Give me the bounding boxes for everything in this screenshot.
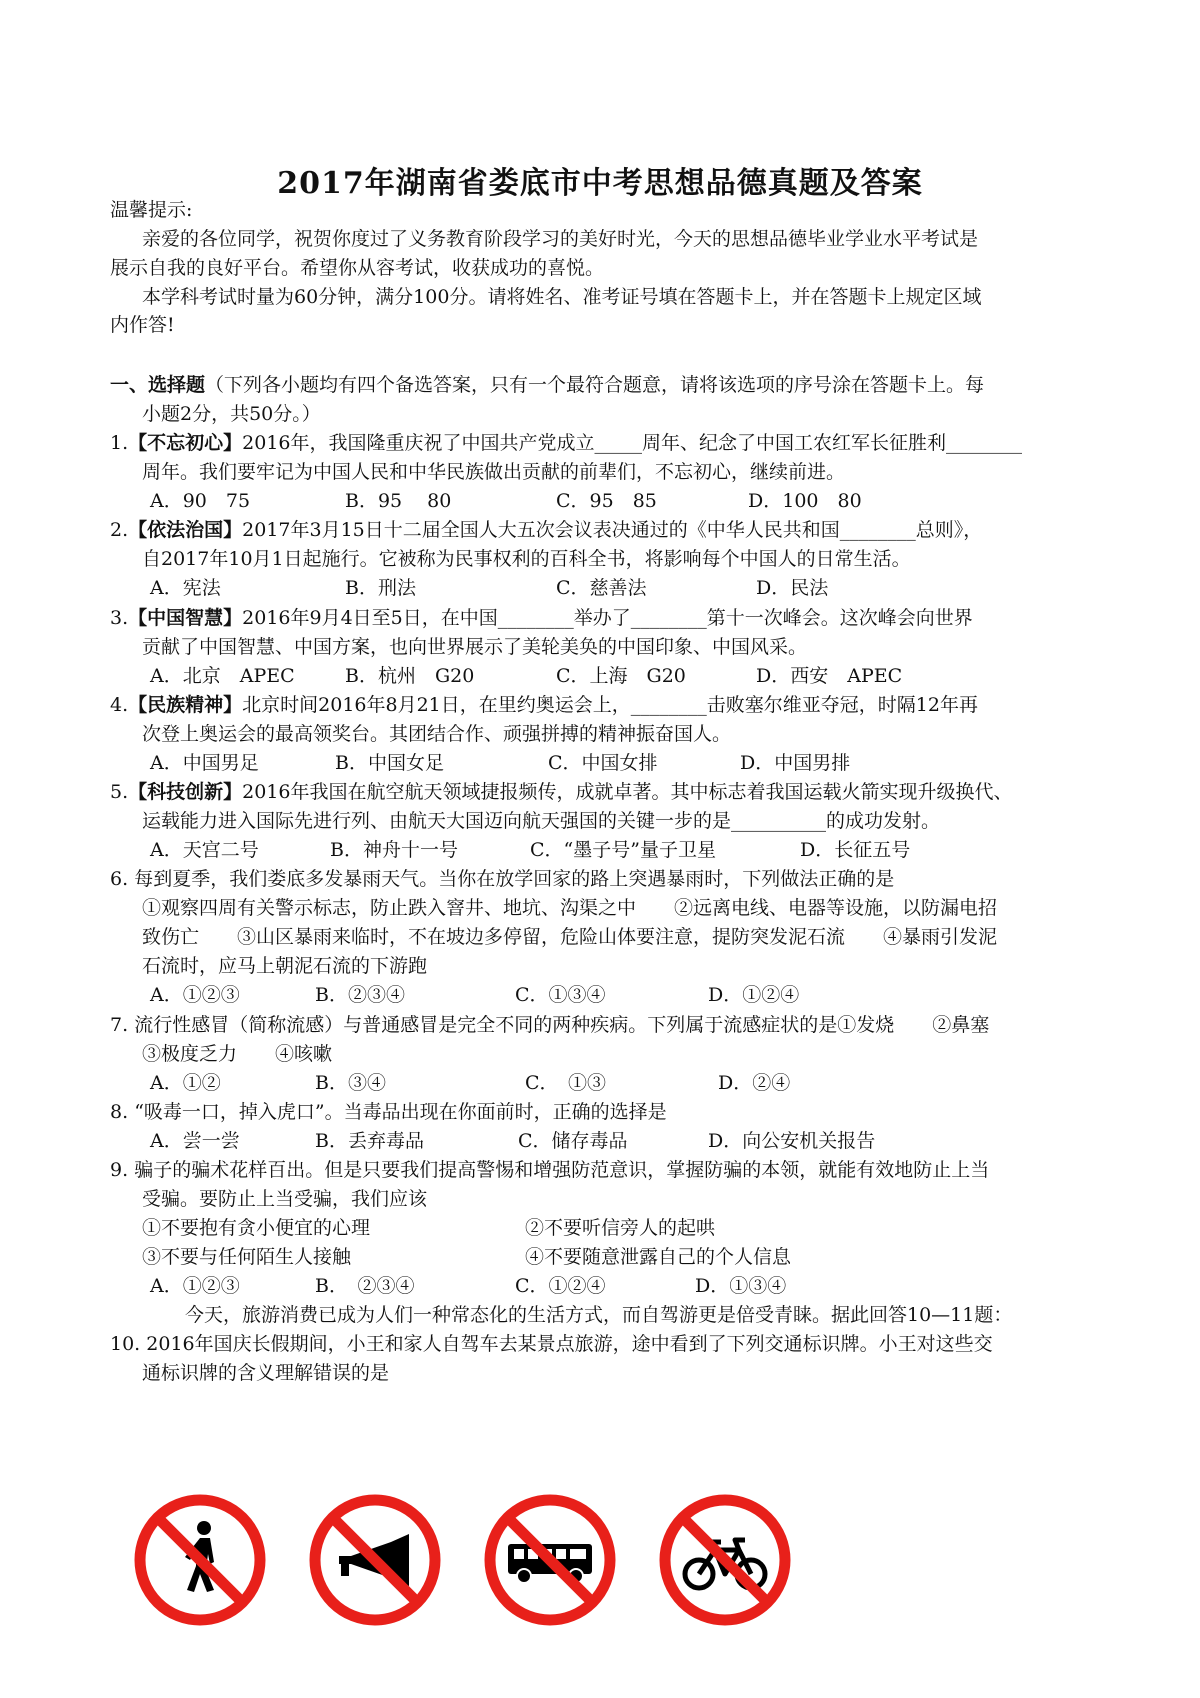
option-a[interactable]: A．北京 APEC [150, 665, 295, 687]
option-c[interactable]: C．储存毒品 [518, 1130, 628, 1152]
option-a[interactable]: A．①②③ [150, 1275, 240, 1297]
question-text: 运载能力进入国际先进行列、由航天大国迈向航天强国的关键一步的是__________的成功发射。 [142, 810, 941, 832]
option-b[interactable]: B．刑法 [345, 577, 416, 599]
option-b[interactable]: B．中国女足 [335, 752, 444, 774]
tips-line: 本学科考试时量为60分钟，满分100分。请将姓名、准考证号填在答题卡上，并在答题卡上规定区域 [142, 286, 982, 308]
option-d[interactable]: D．①③④ [695, 1275, 787, 1297]
question-text: 2017年3月15日十二届全国人大五次会议表决通过的《中华人民共和国________总则》， [242, 519, 983, 541]
question-number: 5. [110, 781, 129, 803]
question-text: 自2017年10月1日起施行。它被称为民事权利的百科全书，将影响每个中国人的日常生活。 [142, 548, 911, 570]
question-number: 10. [110, 1333, 141, 1355]
question-text: 石流时，应马上朝泥石流的下游跑 [142, 955, 428, 977]
option-b[interactable]: B． ②③④ [315, 1275, 415, 1297]
question-tag: 【科技创新】 [128, 781, 243, 803]
sub-item: ①不要抱有贪小便宜的心理 [142, 1217, 371, 1239]
question-2 [110, 518, 982, 542]
section-desc-2: 小题2分，共50分。） [142, 403, 321, 425]
option-b[interactable]: B．③④ [315, 1072, 386, 1094]
question-number: 1. [110, 432, 129, 454]
question-number: 6. [110, 868, 129, 890]
option-c[interactable]: C．①③④ [515, 984, 606, 1006]
question-text: 次登上奥运会的最高领奖台。其团结合作、顽强拼搏的精神振奋国人。 [142, 723, 732, 745]
section-desc: （下列各小题均有四个备选答案，只有一个最符合题意，请将该选项的序号涂在答题卡上。每 [205, 374, 985, 396]
sub-item: ④不要随意泄露自己的个人信息 [525, 1246, 792, 1268]
option-a[interactable]: A．①②③ [150, 984, 240, 1006]
question-text: 骗子的骗术花样百出。但是只要我们提高警惕和增强防范意识，掌握防骗的本领，就能有效地防止上当 [134, 1159, 990, 1181]
question-1 [110, 431, 1022, 455]
question-text: 致伤亡 ③山区暴雨来临时，不在坡边多停留，危险山体要注意，提防突发泥石流 ④暴雨引发泥 [142, 926, 998, 948]
option-a[interactable]: A．天宫二号 [150, 839, 259, 861]
question-text: ①观察四周有关警示标志，防止跌入窨井、地坑、沟渠之中 ②远离电线、电器等设施，以防漏电招 [142, 897, 998, 919]
question-5 [110, 780, 1013, 804]
option-c[interactable]: C．95 85 [556, 490, 657, 512]
option-d[interactable]: D．①②④ [708, 984, 800, 1006]
option-c[interactable]: C．中国女排 [548, 752, 658, 774]
tips-line: 内作答! [110, 314, 175, 336]
option-d[interactable]: D．民法 [756, 577, 829, 599]
question-number: 2. [110, 519, 129, 541]
question-text: 2016年我国在航空航天领域捷报频传，成就卓著。其中标志着我国运载火箭实现升级换代、 [242, 781, 1013, 803]
question-tag: 【依法治国】 [128, 519, 243, 541]
question-6 [110, 867, 894, 891]
question-text: 北京时间2016年8月21日，在里约奥运会上，________击败塞尔维亚夺冠，时隔12年再 [242, 694, 978, 716]
no-bicycle-icon [655, 1490, 795, 1630]
question-text: 每到夏季，我们娄底多发暴雨天气。当你在放学回家的路上突遇暴雨时，下列做法正确的是 [134, 868, 895, 890]
option-a[interactable]: A．中国男足 [150, 752, 259, 774]
question-tag: 【民族精神】 [128, 694, 243, 716]
question-number: 9. [110, 1159, 129, 1181]
option-a[interactable]: A．90 75 [150, 490, 251, 512]
option-c[interactable]: C．慈善法 [556, 577, 647, 599]
question-text: ③极度乏力 ④咳嗽 [142, 1043, 333, 1065]
option-d[interactable]: D．向公安机关报告 [708, 1130, 876, 1152]
question-number: 4. [110, 694, 129, 716]
question-7 [110, 1013, 989, 1037]
question-text: 2016年9月4日至5日，在中国________举办了________第十一次峰会。这次峰会向世界 [242, 607, 973, 629]
option-a[interactable]: A．宪法 [150, 577, 221, 599]
question-text: “吸毒一口，掉入虎口”。当毒品出现在你面前时，正确的选择是 [134, 1101, 667, 1123]
question-number: 3. [110, 607, 129, 629]
option-b[interactable]: B．神舟十一号 [330, 839, 458, 861]
question-tag: 【不忘初心】 [128, 432, 243, 454]
option-d[interactable]: D．长征五号 [800, 839, 911, 861]
option-d[interactable]: D．②④ [718, 1072, 791, 1094]
question-4 [110, 693, 978, 717]
question-text: 2016年，我国隆重庆祝了中国共产党成立_____周年、纪念了中国工农红军长征胜利________ [242, 432, 1023, 454]
question-9 [110, 1158, 989, 1182]
option-a[interactable]: A．尝一尝 [150, 1130, 240, 1152]
no-pedestrian-icon [130, 1490, 270, 1630]
question-number: 8. [110, 1101, 129, 1123]
section-label: 一、选择题 [110, 374, 206, 396]
question-8 [110, 1100, 667, 1124]
option-b[interactable]: B．②③④ [315, 984, 405, 1006]
tips-line: 展示自我的良好平台。希望你从容考试，收获成功的喜悦。 [110, 257, 605, 279]
question-number: 7. [110, 1014, 129, 1036]
option-a[interactable]: A．①② [150, 1072, 221, 1094]
question-text: 通标识牌的含义理解错误的是 [142, 1362, 390, 1384]
question-3 [110, 606, 973, 630]
option-c[interactable]: C． ①③ [525, 1072, 607, 1094]
option-b[interactable]: B．95 80 [345, 490, 452, 512]
sub-item: ②不要听信旁人的起哄 [525, 1217, 716, 1239]
no-horn-icon [305, 1490, 445, 1630]
section-heading [110, 373, 984, 397]
question-text: 2016年国庆长假期间，小王和家人自驾车去某景点旅游，途中看到了下列交通标识牌。小王对这些交 [146, 1333, 993, 1355]
sub-item: ③不要与任何陌生人接触 [142, 1246, 352, 1268]
option-c[interactable]: C．“墨子号”量子卫星 [530, 839, 716, 861]
option-c[interactable]: C．①②④ [515, 1275, 606, 1297]
option-c[interactable]: C．上海 G20 [556, 665, 686, 687]
question-text: 贡献了中国智慧、中国方案，也向世界展示了美轮美奂的中国印象、中国风采。 [142, 636, 808, 658]
tips-heading: 温馨提示: [110, 199, 193, 221]
no-bus-icon [480, 1490, 620, 1630]
option-d[interactable]: D．中国男排 [740, 752, 851, 774]
tips-line: 亲爱的各位同学，祝贺你度过了义务教育阶段学习的美好时光，今天的思想品德毕业学业水平考试是 [142, 228, 979, 250]
option-d[interactable]: D．100 80 [748, 490, 862, 512]
question-text: 受骗。要防止上当受骗，我们应该 [142, 1188, 428, 1210]
question-10 [110, 1332, 993, 1356]
option-b[interactable]: B．杭州 G20 [345, 665, 475, 687]
intro-10-11: 今天，旅游消费已成为人们一种常态化的生活方式，而自驾游更是倍受青睐。据此回答10—11题： [185, 1304, 1013, 1326]
page-title: 2017年湖南省娄底市中考思想品德真题及答案 [277, 166, 923, 201]
question-tag: 【中国智慧】 [128, 607, 243, 629]
option-d[interactable]: D．西安 APEC [756, 665, 903, 687]
question-text: 流行性感冒（简称流感）与普通感冒是完全不同的两种疾病。下列属于流感症状的是①发烧 ②鼻塞 [134, 1014, 990, 1036]
question-text: 周年。我们要牢记为中国人民和中华民族做出贡献的前辈们，不忘初心，继续前进。 [142, 461, 846, 483]
option-b[interactable]: B．丢弃毒品 [315, 1130, 424, 1152]
